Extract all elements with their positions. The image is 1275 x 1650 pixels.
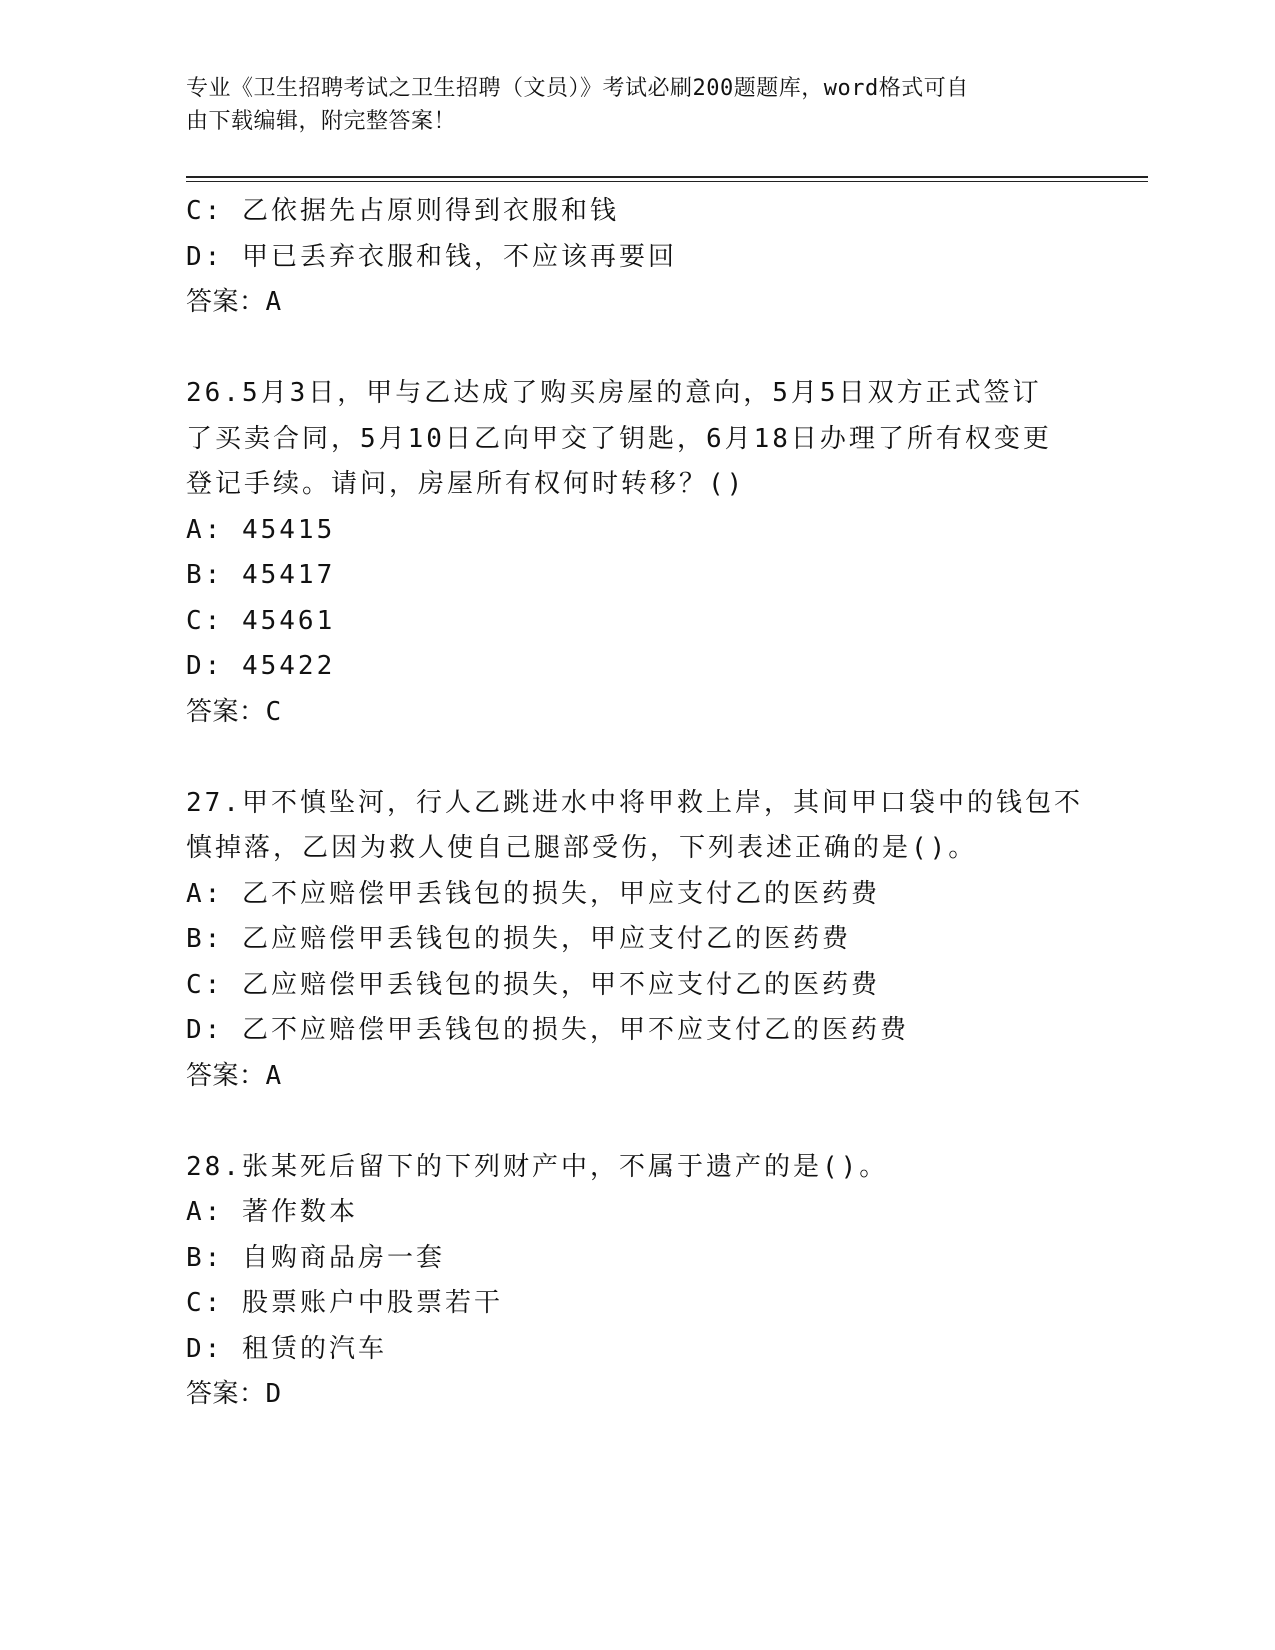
q28-stem-line-1: 28.张某死后留下的下列财产中，不属于遗产的是()。	[186, 1151, 889, 1182]
q28-option-d: D: 租赁的汽车	[186, 1333, 387, 1364]
q25-option-c: C: 乙依据先占原则得到衣服和钱	[186, 196, 619, 226]
header-line-2: 由下载编辑，附完整答案！	[186, 109, 457, 134]
header-divider-thick	[186, 176, 1148, 178]
q28-option-b: B: 自购商品房一套	[186, 1242, 445, 1273]
q28-option-c: C: 股票账户中股票若干	[186, 1288, 503, 1318]
q27-stem-line-1: 27.甲不慎坠河，行人乙跳进水中将甲救上岸，其间甲口袋中的钱包不	[186, 787, 1083, 818]
q26-option-c: C: 45461	[186, 605, 336, 636]
q26-option-b: B: 45417	[186, 560, 336, 590]
q25-option-d: D: 甲已丢弃衣服和钱，不应该再要回	[186, 241, 677, 272]
q25-answer: 答案：A	[186, 287, 282, 317]
q28-option-a: A: 著作数本	[186, 1197, 358, 1227]
spacer	[186, 1099, 1086, 1145]
q26-stem-line-2: 了买卖合同，5月10日乙向甲交了钥匙，6月18日办理了所有权变更	[186, 423, 1052, 454]
document-header	[186, 72, 1086, 138]
q26-stem-line-3: 登记手续。请问，房屋所有权何时转移？()	[186, 469, 746, 499]
q27-answer: 答案：A	[186, 1060, 282, 1091]
spacer	[186, 735, 1086, 781]
q27-option-a: A: 乙不应赔偿甲丢钱包的损失，甲应支付乙的医药费	[186, 878, 880, 909]
q26-answer: 答案：C	[186, 696, 282, 727]
q27-option-d: D: 乙不应赔偿甲丢钱包的损失，甲不应支付乙的医药费	[186, 1015, 909, 1045]
q27-stem-line-2: 慎掉落，乙因为救人使自己腿部受伤，下列表述正确的是()。	[186, 833, 978, 863]
q26-stem-line-1: 26.5月3日，甲与乙达成了购买房屋的意向，5月5日双方正式签订	[186, 378, 1042, 408]
q26-option-d: D: 45422	[186, 651, 336, 681]
header-divider-thin	[186, 181, 1148, 182]
q27-option-b: B: 乙应赔偿甲丢钱包的损失，甲应支付乙的医药费	[186, 924, 851, 954]
q26-option-a: A: 45415	[186, 514, 336, 545]
question-list	[186, 189, 1086, 1418]
q27-option-c: C: 乙应赔偿甲丢钱包的损失，甲不应支付乙的医药费	[186, 969, 880, 1000]
header-line-1: 专业《卫生招聘考试之卫生招聘（文员）》考试必刷200题题库，word格式可自	[186, 76, 969, 101]
spacer	[186, 326, 1086, 372]
q28-answer: 答案：D	[186, 1379, 282, 1409]
